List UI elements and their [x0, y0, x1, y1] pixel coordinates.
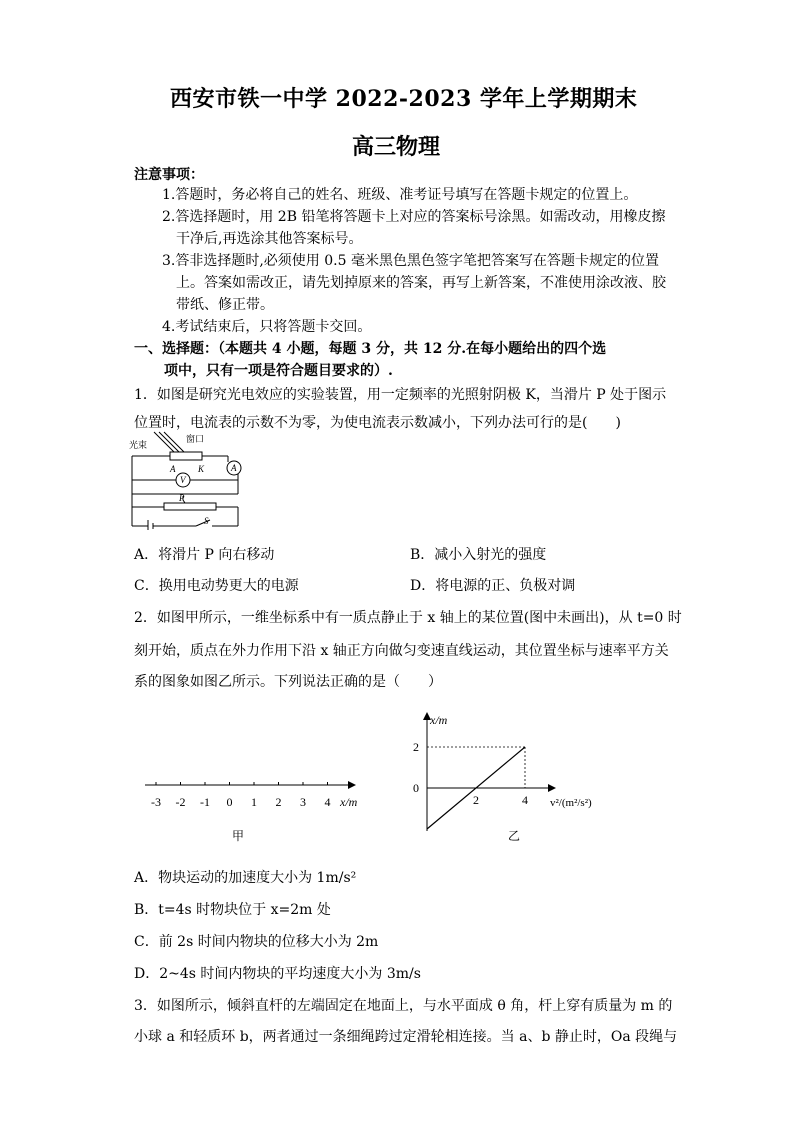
light-beam-ray-3 — [164, 432, 184, 452]
y-axis-label: x/m — [430, 713, 448, 727]
y-tick-label: 2 — [413, 740, 419, 754]
phototube — [170, 452, 202, 460]
number-line-tick-label: 0 — [226, 795, 233, 809]
x-axis-arrow — [348, 781, 356, 789]
notice-item-3-cont: 上。答案如需改正，请先划掉原来的答案，再写上新答案，不准使用涂改液、胶 — [176, 275, 666, 291]
notice-item-4: 4.考试结束后，只将答题卡交回。 — [162, 319, 372, 335]
notice-item-1: 1.答题时，务必将自己的姓名、班级、准考证号填写在答题卡规定的位置上。 — [162, 187, 638, 203]
figure-yi-label: 乙 — [508, 829, 521, 843]
number-line-tick-label: -3 — [151, 795, 161, 809]
q2-option-c: C．前 2s 时间内物块的位移大小为 2m — [134, 934, 379, 950]
q2-stem-line3: 系的图象如图乙所示。下列说法正确的是（ ） — [134, 674, 442, 690]
q2-stem-line1: 2．如图甲所示，一维坐标系中有一质点静止于 x 轴上的某位置(图中未画出)，从 t=0 时 — [134, 610, 682, 626]
x-axis-label: x/m — [340, 795, 358, 809]
figure-jia-number-line — [140, 770, 370, 850]
q1-stem-line1: 1．如图是研究光电效应的实验装置，用一定频率的光照射阴极 K，当滑片 P 处于图示 — [134, 387, 667, 403]
number-line-tick-label: -2 — [175, 795, 186, 809]
q2-stem-line2: 刻开始，质点在外力作用下沿 x 轴正方向做匀变速直线运动，其位置坐标与速率平方关 — [134, 643, 669, 659]
q2-option-a: A．物块运动的加速度大小为 1m/s² — [134, 870, 357, 886]
x-tick-label: 2 — [473, 793, 479, 807]
q3-stem-line1: 3．如图所示，倾斜直杆的左端固定在地面上，与水平面成 θ 角，杆上穿有质量为 m 的 — [134, 998, 673, 1014]
exam-subtitle: 高三物理 — [352, 134, 441, 160]
q3-stem-line2: 小球 a 和轻质环 b，两者通过一条细绳跨过定滑轮相连接。当 a、b 静止时，Oa 段绳与 — [134, 1029, 678, 1045]
y-tick-label: 0 — [413, 781, 419, 795]
notice-item-3-cont2: 带纸、修正带。 — [176, 297, 274, 313]
rheostat — [164, 503, 216, 510]
section-heading-cont: 项中，只有一项是符合题目要求的）. — [164, 363, 393, 379]
switch-label: S — [204, 516, 209, 526]
number-line-tick-label: 4 — [324, 795, 331, 809]
q1-option-c: C．换用电动势更大的电源 — [134, 578, 299, 594]
x-tick-label: 4 — [522, 793, 528, 807]
notice-item-2-cont: 干净后,再选涂其他答案标号。 — [176, 231, 363, 247]
q1-stem-line2: 位置时，电流表的示数不为零，为使电流表示数减小，下列办法可行的是( ) — [134, 415, 621, 431]
notice-item-2: 2.答选择题时，用 2B 铅笔将答题卡上对应的答案标号涂黑。如需改动，用橡皮擦 — [162, 209, 666, 225]
x-axis-arrow — [548, 784, 556, 792]
notice-item-3: 3.答非选择题时,必须使用 0.5 毫米黑色黑色签字笔把答案写在答题卡规定的位置 — [162, 253, 659, 269]
q1-option-a: A．将滑片 P 向右移动 — [134, 547, 275, 563]
slider-label: P — [179, 493, 185, 503]
cathode-label: K — [198, 464, 205, 474]
ammeter-label: A — [231, 463, 237, 473]
x-axis-label: v²/(m²/s²) — [550, 797, 592, 809]
exam-title: 西安市铁一中学 2022-2023 学年上学期期末 — [170, 86, 638, 112]
light-beam-ray-1 — [154, 432, 174, 452]
figure-jia-label: 甲 — [232, 829, 245, 843]
q2-option-b: B．t=4s 时物块位于 x=2m 处 — [134, 902, 331, 918]
number-line-tick-label: 3 — [300, 795, 306, 809]
number-line-tick-label: 2 — [275, 795, 282, 809]
q2-option-d: D．2~4s 时间内物块的平均速度大小为 3m/s — [134, 966, 421, 982]
number-line-tick-label: 1 — [251, 795, 257, 809]
figure-yi-chart — [380, 706, 620, 856]
light-beam-ray-2 — [159, 432, 179, 452]
voltmeter-label: V — [180, 475, 186, 485]
anode-label: A — [170, 464, 176, 474]
light-beam-label: 光束 — [129, 440, 148, 450]
window-label: 窗口 — [186, 434, 205, 444]
q1-option-d: D．将电源的正、负极对调 — [410, 578, 576, 594]
number-line-tick-label: -1 — [200, 795, 210, 809]
section-heading: 一、选择题：（本题共 4 小题，每题 3 分，共 12 分.在每小题给出的四个选 — [134, 341, 607, 357]
photoelectric-circuit-figure — [128, 430, 248, 532]
notice-heading: 注意事项： — [134, 167, 204, 183]
q1-option-b: B．减小入射光的强度 — [410, 547, 547, 563]
